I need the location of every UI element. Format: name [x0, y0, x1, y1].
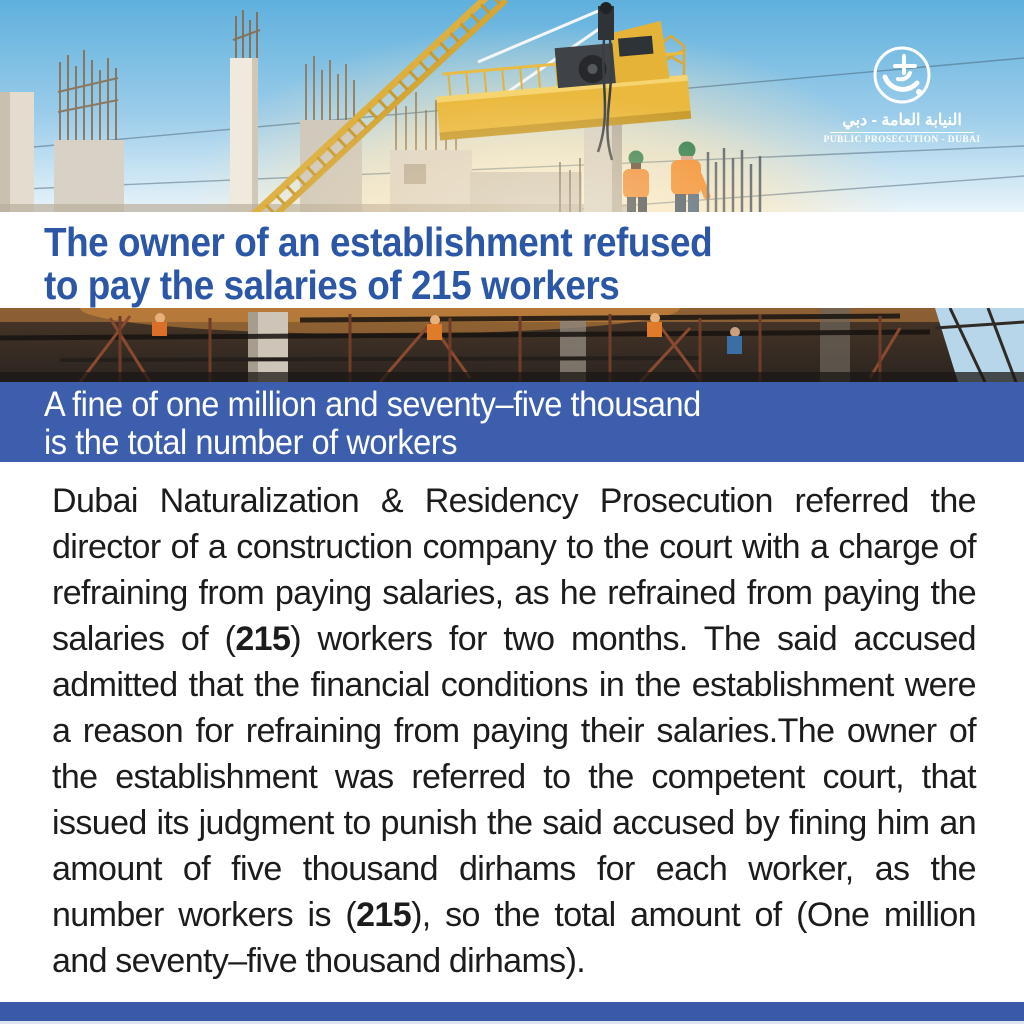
logo-arabic-name: النيابة العامة - دبي — [842, 112, 962, 129]
public-prosecution-logo — [822, 44, 982, 145]
headline-line-1: The owner of an establishment refused — [44, 219, 713, 265]
logo-divider — [830, 132, 974, 133]
headline-line-2: to pay the salaries of 215 workers — [44, 262, 620, 308]
banner-line-1: A fine of one million and seventy–five thousand — [44, 385, 701, 424]
scaffolding-scene — [0, 308, 1024, 382]
headline — [0, 212, 1024, 308]
banner-line-2: is the total number of workers — [44, 423, 458, 462]
public-prosecution-emblem-icon — [871, 44, 933, 106]
article — [0, 462, 1024, 1002]
article-paragraph: Dubai Naturalization & Residency Prosecution referred the director of a construction company to the court with a charge of refraining from paying salaries, as he refrained from paying the salaries of (215) workers for two months. The said accused admitted that the financial conditions in the establishment were a reason for refraining from paying their salaries.The owner of the establishment was referred to the competent court, that issued its judgment to punish the said accused by fining him an amount of five thousand dirhams for each worker, as the number workers is (215), so the total amount of (One million and seventy–five thousand dirhams). — [52, 482, 976, 980]
logo-english-name: PUBLIC PROSECUTION - DUBAI — [823, 135, 981, 145]
construction-photo-strip — [0, 308, 1024, 382]
footer-bar — [0, 1002, 1024, 1021]
subheadline-banner — [0, 382, 1024, 462]
construction-photo-top — [0, 0, 1024, 212]
